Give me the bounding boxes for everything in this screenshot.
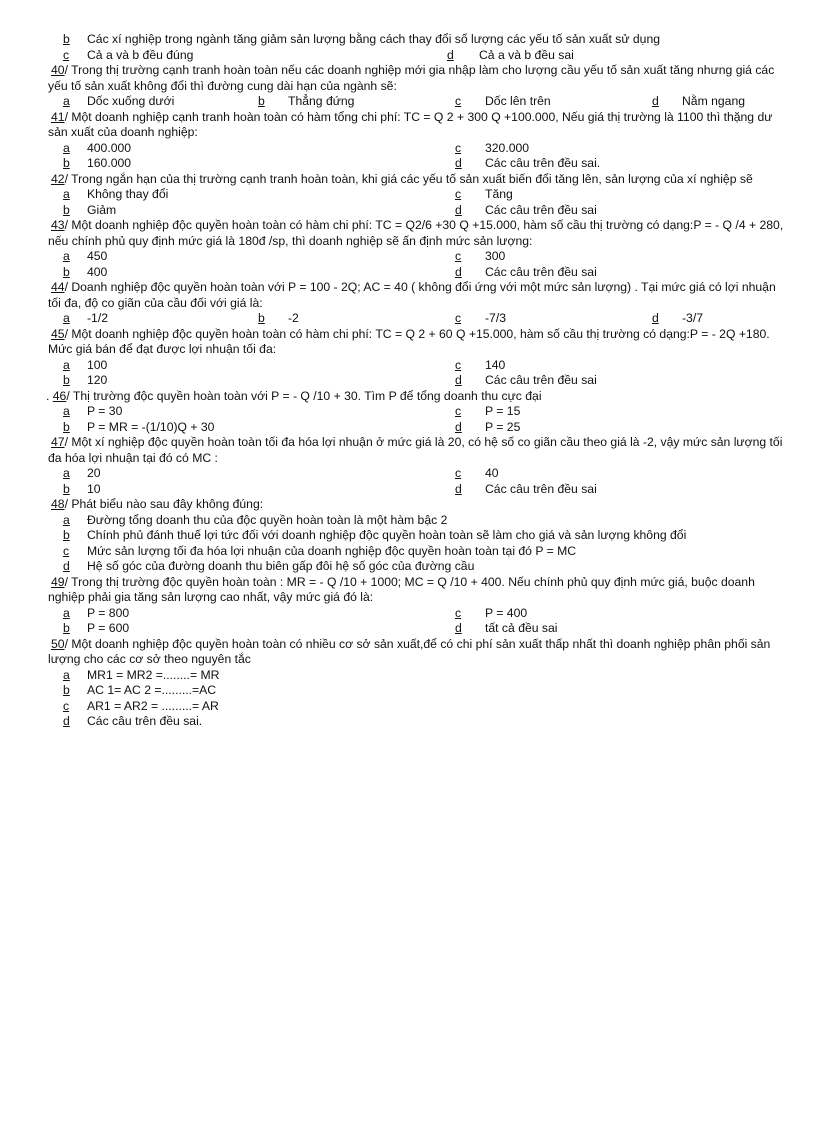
option-d: d Các câu trên đều sai xyxy=(455,264,597,279)
option-a: a 450 xyxy=(63,249,108,263)
question-stem: 48/ Phát biểu nào sau đây không đúng: xyxy=(51,497,264,511)
option-row xyxy=(48,48,790,64)
option-c: c 320.000 xyxy=(455,140,530,155)
option-row xyxy=(48,373,790,389)
option-c: c P = 400 xyxy=(455,605,528,620)
option-row xyxy=(48,358,790,374)
option-row xyxy=(48,311,790,327)
question-stem: 49/ Trong thị trường độc quyền hoàn toàn : MR = - Q /10 + 1000; MC = Q /10 + 400. Nếu chính phủ quy định mức giá, buộc doanh nghiệp phải gia tăng sản lượng cao nhất, vậy mức giá đó là: xyxy=(48,574,755,604)
option-b: b AC 1= AC 2 =.........=AC xyxy=(63,683,217,697)
option-a: a -1/2 xyxy=(63,311,109,325)
question-stem: . 46/ Thị trường độc quyền hoàn toàn với P = - Q /10 + 30. Tìm P để tổng doanh thu cực đại xyxy=(46,388,542,403)
option-c: c Mức sản lượng tối đa hóa lợi nhuận của doanh nghiệp độc quyền hoàn toàn tại đó P = MC xyxy=(63,543,577,558)
question-stem: 40/ Trong thị trường cạnh tranh hoàn toàn nếu các doanh nghiệp mới gia nhập làm cho lượng cầu yếu tố sản xuất tăng nhưng giá các yếu tố sản xuất không đổi thì đường cung dài hạn của ngành sẽ: xyxy=(48,63,775,93)
option-b: b 160.000 xyxy=(63,156,132,170)
question-41 xyxy=(48,110,790,172)
option-row xyxy=(48,544,790,560)
option-a: a 400.000 xyxy=(63,140,132,155)
question-45 xyxy=(48,327,790,389)
option-row xyxy=(48,683,790,699)
option-b: b 10 xyxy=(63,481,101,496)
option-b: b Các xí nghiệp trong ngành tăng giảm sản lượng bằng cách thay đổi số lượng các yếu tố sản xuất sử dụng xyxy=(63,32,661,46)
option-d: d Các câu trên đều sai xyxy=(455,373,597,387)
option-row xyxy=(48,187,790,203)
option-d: d Các câu trên đều sai xyxy=(455,202,597,217)
option-c: c 140 xyxy=(455,357,506,372)
option-b: b Thẳng đứng xyxy=(258,94,355,108)
option-row xyxy=(48,606,790,622)
option-d: d Các câu trên đều sai. xyxy=(63,714,203,728)
option-d: d P = 25 xyxy=(455,419,521,434)
question-43 xyxy=(48,218,790,280)
option-b: b Giảm xyxy=(63,202,117,217)
option-a: a P = 30 xyxy=(63,404,123,418)
option-row xyxy=(48,714,790,730)
option-row xyxy=(48,482,790,498)
option-row xyxy=(48,249,790,265)
option-d: d Nằm ngang xyxy=(652,94,746,108)
question-stem: 43/ Một doanh nghiệp độc quyền hoàn toàn có hàm chi phí: TC = Q2/6 +30 Q +15.000, hàm số cầu thị trường có dạng:P = - Q /4 + 280, nếu chính phủ quy định mức giá là 180đ /sp, thì doanh nghiệp sẽ ấn định mức sản lượng: xyxy=(48,218,784,248)
option-c: c Cả a và b đều đúng xyxy=(63,47,194,62)
option-row xyxy=(48,156,790,172)
question-47 xyxy=(48,435,790,497)
option-row xyxy=(48,513,790,529)
option-a: a Đường tổng doanh thu của độc quyền hoàn toàn là một hàm bậc 2 xyxy=(63,512,448,527)
option-row xyxy=(48,420,790,436)
option-a: a Không thay đổi xyxy=(63,187,169,201)
option-d: d Các câu trên đều sai. xyxy=(455,156,601,170)
option-b: b 120 xyxy=(63,373,108,387)
option-d: d Các câu trên đều sai xyxy=(455,481,597,496)
question-stem: 41/ Một doanh nghiệp cạnh tranh hoàn toàn có hàm tổng chi phí: TC = Q 2 + 300 Q +100.000, Nếu giá thị trường là 1100 thì thặng dư sản xuất của doanh nghiệp: xyxy=(48,109,773,139)
option-row xyxy=(48,621,790,637)
option-b: b Chính phủ đánh thuế lợi tức đối với doanh nghiệp độc quyền hoàn toàn sẽ làm cho giá và sản lượng không đổi xyxy=(63,528,687,542)
question-40 xyxy=(48,63,790,110)
option-b: b -2 xyxy=(258,311,299,325)
question-stem: 44/ Doanh nghiệp độc quyền hoàn toàn với P = 100 - 2Q; AC = 40 ( không đổi ứng với một mức sản lượng) . Tại mức giá có lợi nhuận tối đa, độ co giãn của cầu đối với giá là: xyxy=(48,280,776,310)
option-a: a 20 xyxy=(63,466,101,480)
option-c: c AR1 = AR2 = .........= AR xyxy=(63,698,219,713)
question-44 xyxy=(48,280,790,327)
option-b: b P = 600 xyxy=(63,621,130,635)
option-c: c P = 15 xyxy=(455,404,521,418)
option-row xyxy=(48,141,790,157)
option-row xyxy=(48,94,790,110)
option-row xyxy=(48,203,790,219)
question-stem: 47/ Một xí nghiệp độc quyền hoàn toàn tối đa hóa lợi nhuận ở mức giá là 20, có hệ số co giãn cầu theo giá là -2, vậy mức sản lượng tối đa hóa lợi nhuận tại đó có MC : xyxy=(48,435,783,465)
option-row xyxy=(48,265,790,281)
option-c: c 300 xyxy=(455,249,506,263)
question-stem: 50/ Một doanh nghiệp độc quyền hoàn toàn có nhiều cơ sở sản xuất,để có chi phí sản xuất thấp nhất thì doanh nghiệp phân phối sản lượng cho các cơ sở theo nguyên tắc xyxy=(48,636,771,666)
option-a: a P = 800 xyxy=(63,605,130,620)
question-stem: 45/ Một doanh nghiệp độc quyền hoàn toàn có hàm chi phí: TC = Q 2 + 60 Q +15.000, hàm số cầu thị trường có dạng:P = - 2Q +180. Mức giá bán để đạt được lợi nhuận tối đa: xyxy=(48,326,770,356)
option-row xyxy=(48,404,790,420)
option-d: d -3/7 xyxy=(652,311,704,325)
option-c: c Tăng xyxy=(455,187,513,201)
question-49 xyxy=(48,575,790,637)
option-row xyxy=(48,528,790,544)
option-d: d Cả a và b đều sai xyxy=(447,47,574,62)
option-c: c Dốc lên trên xyxy=(455,94,551,108)
exam-page xyxy=(48,32,790,730)
option-row xyxy=(48,32,790,48)
option-c: c 40 xyxy=(455,466,499,480)
question-42 xyxy=(48,172,790,219)
option-row xyxy=(48,466,790,482)
option-a: a 100 xyxy=(63,357,108,372)
option-b: b 400 xyxy=(63,264,108,279)
option-b: b P = MR = -(1/10)Q + 30 xyxy=(63,419,215,434)
option-row xyxy=(48,668,790,684)
option-row xyxy=(48,699,790,715)
question-46 xyxy=(48,389,790,436)
question-48 xyxy=(48,497,790,575)
option-a: a Dốc xuống dưới xyxy=(63,94,175,108)
option-a: a MR1 = MR2 =........= MR xyxy=(63,667,220,682)
option-c: c -7/3 xyxy=(455,311,507,325)
question-50 xyxy=(48,637,790,730)
option-d: d tất cả đều sai xyxy=(455,621,558,635)
option-row xyxy=(48,559,790,575)
option-d: d Hệ số góc của đường doanh thu biên gấp đôi hệ số góc của đường cầu xyxy=(63,559,475,573)
question-stem: 42/ Trong ngắn hạn của thị trường cạnh tranh hoàn toàn, khi giá các yếu tố sản xuất biến đổi tăng lên, sản lượng của xí nghiệp sẽ xyxy=(51,171,753,186)
